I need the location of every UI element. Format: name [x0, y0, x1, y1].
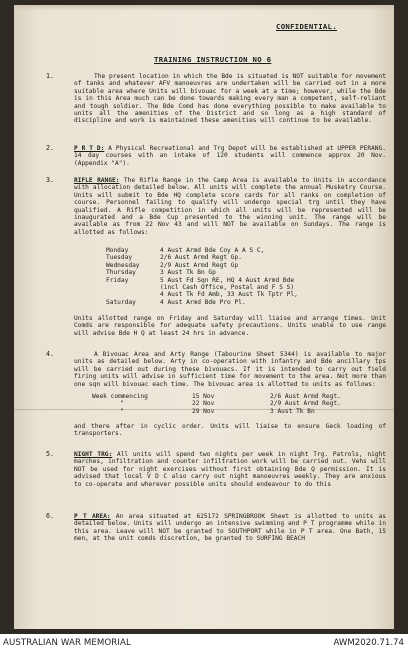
schedule-day: Saturday [106, 298, 136, 306]
schedule-row [74, 393, 386, 400]
paragraph-6 [74, 513, 386, 543]
range-schedule [106, 247, 366, 306]
paragraph-5 [74, 451, 386, 488]
schedule-units: 4 Aust Armd Bde Pro Pl. [160, 298, 246, 306]
paragraph-text: A Physical Recreational and Trg Depot will be established at UPPER PERANG. 14 day courses with an intake of 120 students will commence approx 20 Nov. (Appendix "A"). [74, 145, 386, 167]
document-sheet [14, 5, 394, 629]
schedule-date: 22 Nov [192, 400, 215, 408]
paragraph-text: All units will spend two nights per week in night Trg. Patrols, night marches, infiltration and counter infiltration work will be carried out. Vehs will NOT be used for night exercises without first obtaining Bde Q permission. It is advised that local V D C also carry out night manoeuvres weekly. They are anxious to co-operate and wherever possible units should endeavour to do this [74, 451, 386, 488]
schedule-row [106, 277, 366, 284]
institution-caption: AUSTRALIAN WAR MEMORIAL [3, 638, 131, 648]
caption-bar [0, 634, 408, 653]
paragraph-heading: NIGHT TRG: [74, 451, 113, 458]
schedule-units: 3 Aust Tk Bn Gp [160, 269, 216, 277]
document-title: TRAINING INSTRUCTION NO 6 [154, 55, 272, 64]
paragraph-text: The present location in which the Bde is situated is NOT suitable for movement of tanks and whatever AFV manoeuvres are undertaken will be carried out in a more suitable area where Units will bivouac for a week at a time; however, while the Bde is in this Area much can be done towards making every man a competent, self-reliant and tough soldier. The Bde Comd has done everything possible to make available to units all the amenities of the District and so long as a high standard of discipline and work is maintained these amenities will continue to be available. [74, 73, 386, 125]
schedule-row [106, 262, 366, 269]
paragraph-heading: RIFLE RANGE: [74, 177, 120, 184]
schedule-day: Tuesday [106, 254, 133, 262]
paragraph-number: 2. [46, 144, 54, 152]
paragraph-text: A Bivouac Area and Arty Range (Tabourine Sheet 5344) is available to major units as detailed below. Arty in co-operation with infantry and Bde ancillary tps will be carried out during these bivouacs. If it is intended to carry out field firing units will advise in sufficient time for movement to the area. Not more than one sqn will bivouac each time. The bivouac area is allotted to units as follows: [74, 351, 386, 388]
paragraph-number: 6. [46, 512, 54, 520]
range-note: Units allotted range on Friday and Saturday will liaise and arrange times. Unit Comds are responsible for adequate safety precautions. Units unable to use range will advise Bde H Q at least 24 hrs in advance. [74, 315, 386, 337]
schedule-date: 15 Nov [192, 393, 215, 400]
paragraph-heading: P R T D: [74, 145, 105, 152]
schedule-day: Monday [106, 247, 129, 254]
paragraph-number: 3. [46, 176, 54, 184]
paragraph-text: The Rifle Range in the Camp Area is available to Units in accordance with allocation detailed below. All units will complete the annual Musketry Course. Units will submit to Bde HQ complete score cards for all ranks on completion of course. Personnel failing to qualify will undergo special trg until they have qualified. A Rifle competition in which all units will be represented will be inaugurated and a Bde Cup presented to the winning unit. The range will be available as from 22 Nov 43 and will NOT be available on Sundays. The range is allotted as follows: [74, 177, 386, 236]
schedule-units: 2/6 Aust Armd Regt Gp. [160, 254, 242, 262]
schedule-row [106, 269, 366, 276]
schedule-units: 2/9 Aust Armd Regt Gp [160, 261, 239, 269]
paragraph-text: An area situated at 625172 SPRINGBROOK Sheet is allotted to units as detailed below. Units will undergo an intensive swimming and P T programme while in this area. Leave will NOT be granted to SOUTHPORT while in P T area. One Bath, 15 men, at the unit comds discretion, be granted to SURFING BEACH [74, 513, 386, 543]
paragraph-number: 1. [46, 72, 54, 80]
schedule-row [106, 254, 366, 261]
schedule-row [74, 400, 386, 407]
schedule-units: (incl Cash Office, Postal and F S S) [160, 283, 295, 291]
bivouac-note: and there after in cyclic order. Units will liaise to ensure Geck loading of transporters. [74, 423, 386, 438]
paragraph-3 [74, 177, 386, 236]
schedule-day: Friday [106, 276, 129, 284]
schedule-unit: 2/9 Aust Armd Regt. [270, 400, 341, 408]
paragraph-1 [74, 73, 386, 125]
paragraph-4 [74, 351, 386, 388]
document-body [14, 5, 394, 629]
paragraph-number: 4. [46, 350, 54, 358]
schedule-date: 29 Nov [192, 407, 215, 415]
schedule-unit: 2/6 Aust Armd Regt. [270, 393, 341, 400]
schedule-day: Wednesday [106, 261, 140, 269]
schedule-units: 5 Aust Fd Sqn RE, HQ 4 Aust Armd Bde [160, 276, 295, 284]
schedule-row [106, 291, 366, 298]
schedule-row [74, 408, 386, 415]
schedule-row [106, 284, 366, 291]
schedule-units: 4 Aust Armd Bde Coy A A S C, [160, 247, 265, 254]
accession-number: AWM2020.71.74 [333, 638, 404, 648]
schedule-row [106, 247, 366, 254]
schedule-units: 4 Aust Tk Fd Amb, 33 Aust Tk Tptr Pl, [160, 291, 298, 299]
schedule-week: " [120, 400, 124, 408]
paragraph-number: 5. [46, 450, 54, 458]
schedule-week: " [120, 407, 124, 415]
bivouac-schedule [74, 393, 386, 415]
schedule-row [106, 299, 366, 306]
paragraph-2 [74, 145, 386, 167]
classification-label: CONFIDENTIAL. [276, 22, 338, 31]
schedule-day: Thursday [106, 269, 136, 277]
schedule-week: Week commencing [92, 393, 148, 400]
paragraph-heading: P T AREA: [74, 513, 111, 520]
schedule-unit: 3 Aust Tk Bn [270, 407, 315, 415]
